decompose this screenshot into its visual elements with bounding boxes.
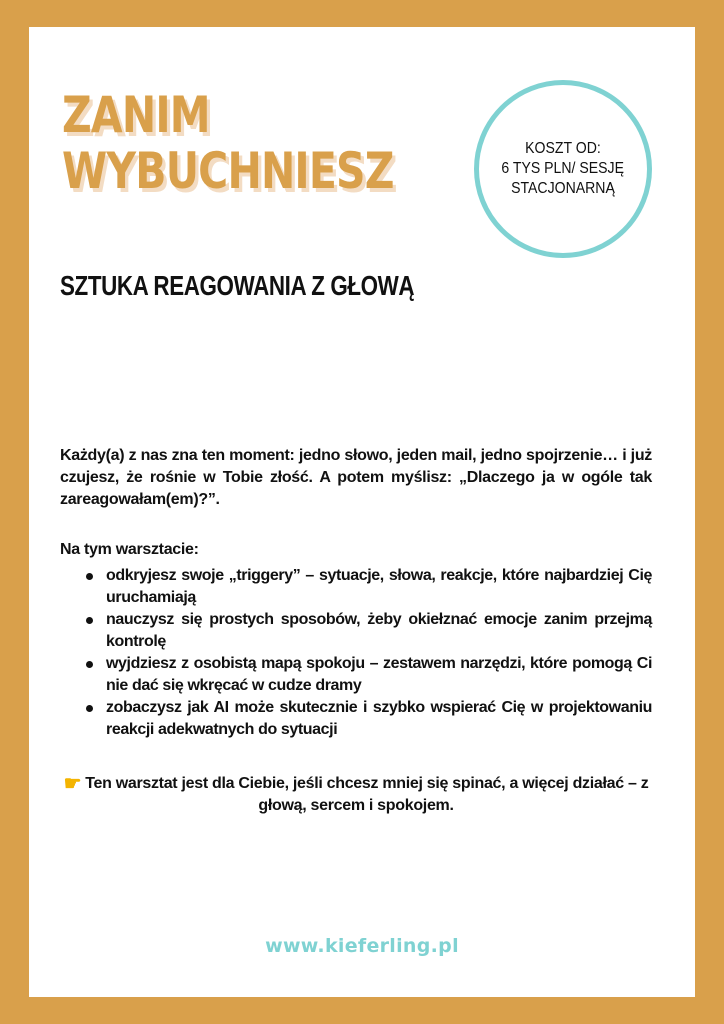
price-badge (474, 80, 652, 258)
title-line-1: ZANIM (62, 86, 210, 144)
benefit-item: zobaczysz jak AI może skutecznie i szybko wspierać Cię w projektowaniu reakcji adekwatnych do sytuacji (86, 697, 652, 741)
flyer-page (29, 27, 695, 997)
website-link[interactable]: www.kieferling.pl (265, 935, 459, 957)
benefits-lead: Na tym warsztacie: (60, 541, 199, 558)
benefits-list (60, 565, 652, 741)
price-badge-line-3: STACJONARNĄ (511, 180, 615, 197)
closing-statement (60, 773, 652, 817)
description (60, 445, 652, 817)
pointing-hand-icon: ☛ (63, 773, 82, 795)
price-badge-line-2: 6 TYS PLN/ SESJĘ (501, 160, 625, 177)
price-badge-line-1: KOSZT OD: (525, 140, 601, 157)
workshop-subtitle: SZTUKA REAGOWANIA Z GŁOWĄ (60, 270, 415, 301)
closing-text: Ten warsztat jest dla Ciebie, jeśli chcesz mniej się spinać, a więcej działać – z głową, sercem i spokojem. (85, 775, 649, 814)
benefit-item: nauczysz się prostych sposobów, żeby okiełznać emocje zanim przejmą kontrolę (86, 609, 652, 653)
benefit-item: wyjdziesz z osobistą mapą spokoju – zestawem narzędzi, które pomogą Ci nie dać się wkręcać w cudze dramy (86, 653, 652, 697)
workshop-title (62, 87, 394, 199)
intro-paragraph: Każdy(a) z nas zna ten moment: jedno słowo, jeden mail, jedno spojrzenie… i już czujesz, że rośnie w Tobie złość. A potem myślisz: „Dlaczego ja w ogóle tak zareagowałam(em)?”. (60, 447, 652, 508)
title-line-2: WYBUCHNIESZ (62, 142, 394, 200)
benefit-item: odkryjesz swoje „triggery” – sytuacje, słowa, reakcje, które najbardziej Cię uruchamiają (86, 565, 652, 609)
